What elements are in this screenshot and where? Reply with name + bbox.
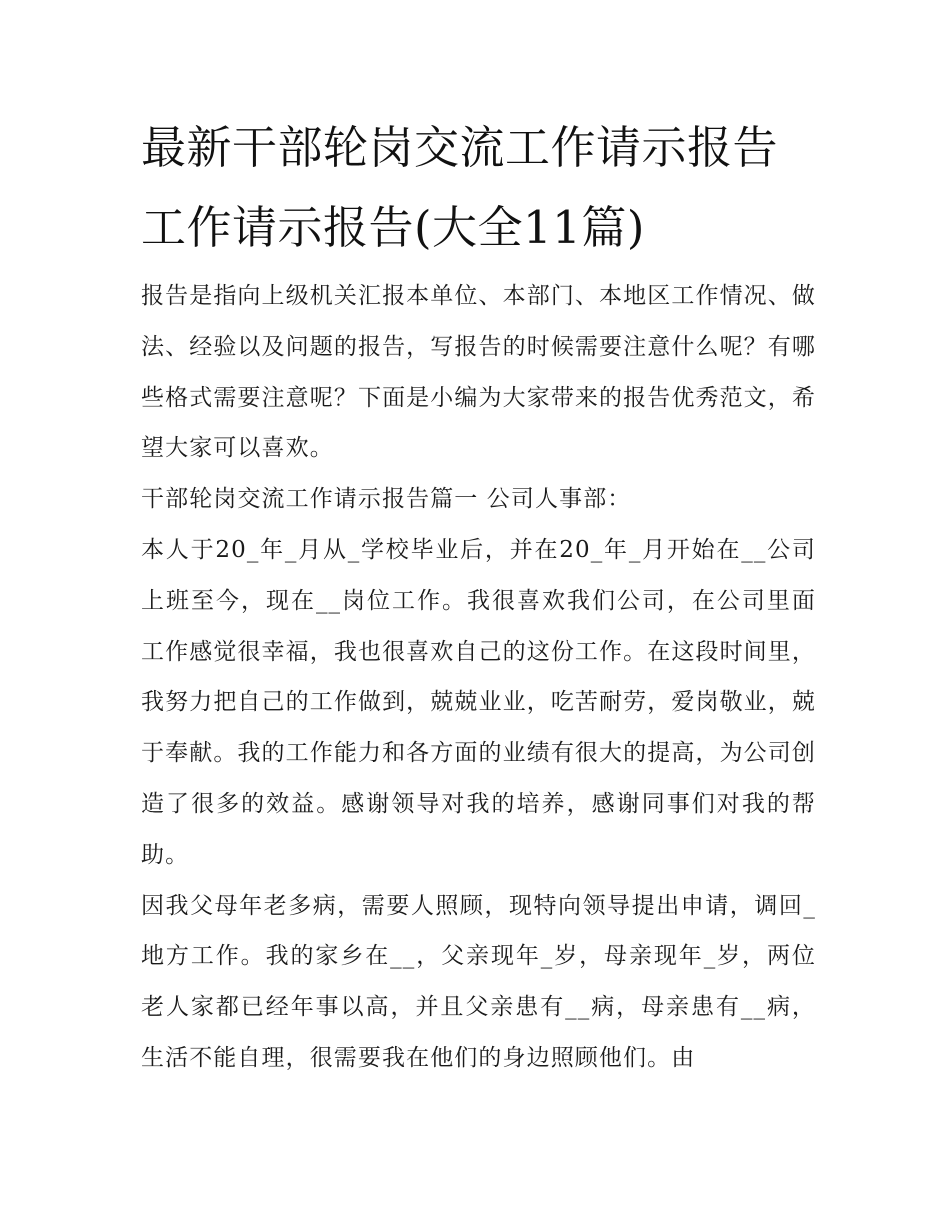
paragraph-section-heading: 干部轮岗交流工作请示报告篇一 公司人事部：	[141, 486, 632, 513]
title-block	[141, 108, 816, 268]
paragraph-body-1: 本人于20_年_月从_学校毕业后，并在20_年_月开始在__公司上班至今，现在__岗位工作。我很喜欢我们公司，在公司里面工作感觉很幸福，我也很喜欢自己的这份工作。在这段时间里，我努力把自己的工作做到，兢兢业业，吃苦耐劳，爱岗敬业，兢于奉献。我的工作能力和各方面的业绩有很大的提高，为公司创造了很多的效益。感谢领导对我的培养，感谢同事们对我的帮助。	[141, 536, 816, 868]
document-body	[141, 108, 816, 1084]
paragraph-intro: 报告是指向上级机关汇报本单位、本部门、本地区工作情况、做法、经验以及问题的报告，写报告的时候需要注意什么呢？有哪些格式需要注意呢？下面是小编为大家带来的报告优秀范文，希望大家可以喜欢。	[141, 283, 816, 462]
document-title: 最新干部轮岗交流工作请示报告 工作请示报告(大全11篇)	[141, 121, 779, 254]
paragraph-body-2: 因我父母年老多病，需要人照顾，现特向领导提出申请，调回_地方工作。我的家乡在__，父亲现年_岁，母亲现年_岁，两位老人家都已经年事以高，并且父亲患有__病，母亲患有__病，生活不能自理，很需要我在他们的身边照顾他们。由	[141, 892, 816, 1071]
